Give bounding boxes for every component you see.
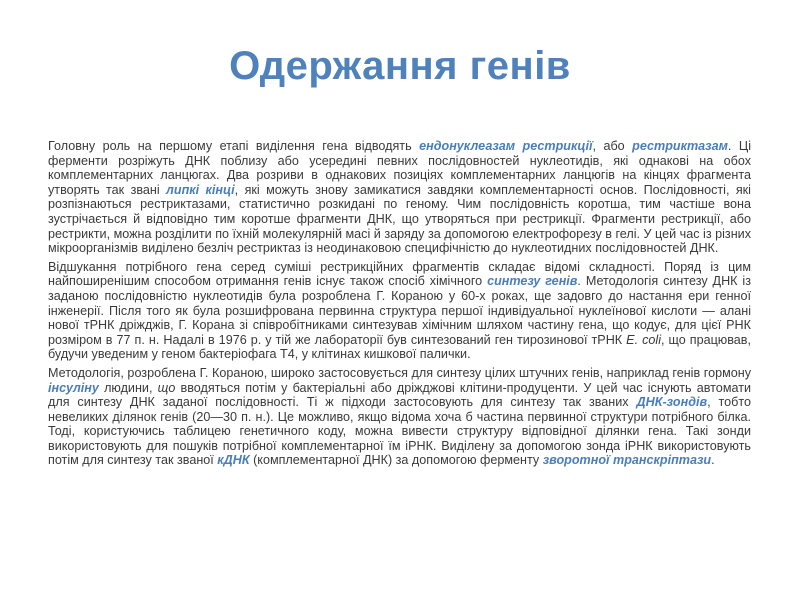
text-run: . (711, 453, 715, 468)
term-endonucleases: ендонуклеазам рестрикції (419, 139, 593, 153)
term-insulin: інсуліну (48, 380, 99, 395)
paragraph-3 (48, 366, 751, 468)
text-run: . Ці ферменти розріжуть ДНК поблизу або усередині певних послідовностей нуклеотидів, які однакові на обох комплементарних ланцюгах. Два розриви в однакових позиціях комплементарних ланцюгів на кінцях фрагмента утворять так звані (48, 139, 751, 197)
slide-body (48, 139, 751, 472)
text-run: , тобто невеликих ділянок генів (20—30 п. н.). Це можливо, якщо відома хоча б частина первинної структури потрібного білка. Тоді, користуючись таблицею генетичного коду, можна вивести структуру відповідної ділянки гена. Такі зонди використовують для пошуків потрібної комплементарної їм іРНК. Виділену за допомогою зонда іРНК використовують потім для синтезу так званої (48, 395, 751, 468)
text-run: , які можуть знову замикатися завдяки комплементарності основ. Послідовності, які розпізнаються рестриктазами, статистично розкидані по геному. Чим послідовність коротша, тим частіше вона зустрічається й відповідно тим коротше фрагменти ДНК, що утворяться при рестрикції. Фрагменти рестрикції, або рестрикти, можна розділити по їхній молекулярній масі й заряду за допомогою електрофорезу в гелі. У цей час із різних мікроорганізмів виділено безліч рестриктаз із неодинаковою специфічністю до нуклеотидних послідовностей ДНК. (48, 182, 751, 256)
term-reverse-transcriptase: зворотної транскріптази (542, 453, 712, 468)
paragraph-1 (48, 139, 751, 256)
text-run: , що працював, будучи уведеним у геном бактеріофага Т4, у клітинах кишкової палички. (48, 332, 751, 362)
text-run: , або (592, 139, 633, 153)
term-dna-probes: ДНК-зондів (636, 395, 708, 410)
paragraph-2 (48, 260, 751, 362)
term-gene-synthesis: синтезу генів (487, 274, 578, 289)
text-italic-shcho: що (157, 380, 176, 395)
term-sticky-ends: липкі кінці (166, 182, 235, 197)
text-run: (комплементарної ДНК) за допомогою ферменту (249, 453, 543, 468)
slide-title: Одержання генів (229, 44, 571, 88)
term-restrictases: рестриктазам (632, 139, 728, 153)
text-run: людини, (98, 380, 158, 395)
term-e-coli: E. coli (626, 332, 661, 347)
term-cdna: кДНК (217, 453, 250, 468)
text-run: вводяться потім у бактеріальні або дріжджові клітини-продуценти. У цей час існують автомати для синтезу ДНК заданої послідовності. Ті ж підходи застосовують для синтезу так званих (48, 380, 752, 410)
text-run: Методологія, розроблена Г. Кораною, широко застосовується для синтезу цілих штучних генів, наприклад генів гормону (48, 365, 751, 380)
text-run: Відшукання потрібного гена серед суміші рестрикційних фрагментів складає відомі складності. Поряд із цим найпоширенішим способом отримання генів існує також спосіб хімічного (48, 259, 751, 289)
text-run: Головну роль на першому етапі виділення гена відводять (48, 139, 420, 153)
text-run: . Методологія синтезу ДНК із заданою послідовністю нуклеотидів була розроблена Г. Кораною у 60-х роках, ще задовго до настання ери генної інженерії. Після того як була розшифрована первинна структура першої індивідуальної нуклеїнової кислоти — алані нової тРНК дріжджів, Г. Корана зі співробітниками синтезував хімічним шляхом частину гена, що кодує, для цієї РНК розміром в 77 п. н. Надалі в 1976 р. у тій же лабораторії був синтезований ген тирозинової тРНК (48, 274, 751, 347)
